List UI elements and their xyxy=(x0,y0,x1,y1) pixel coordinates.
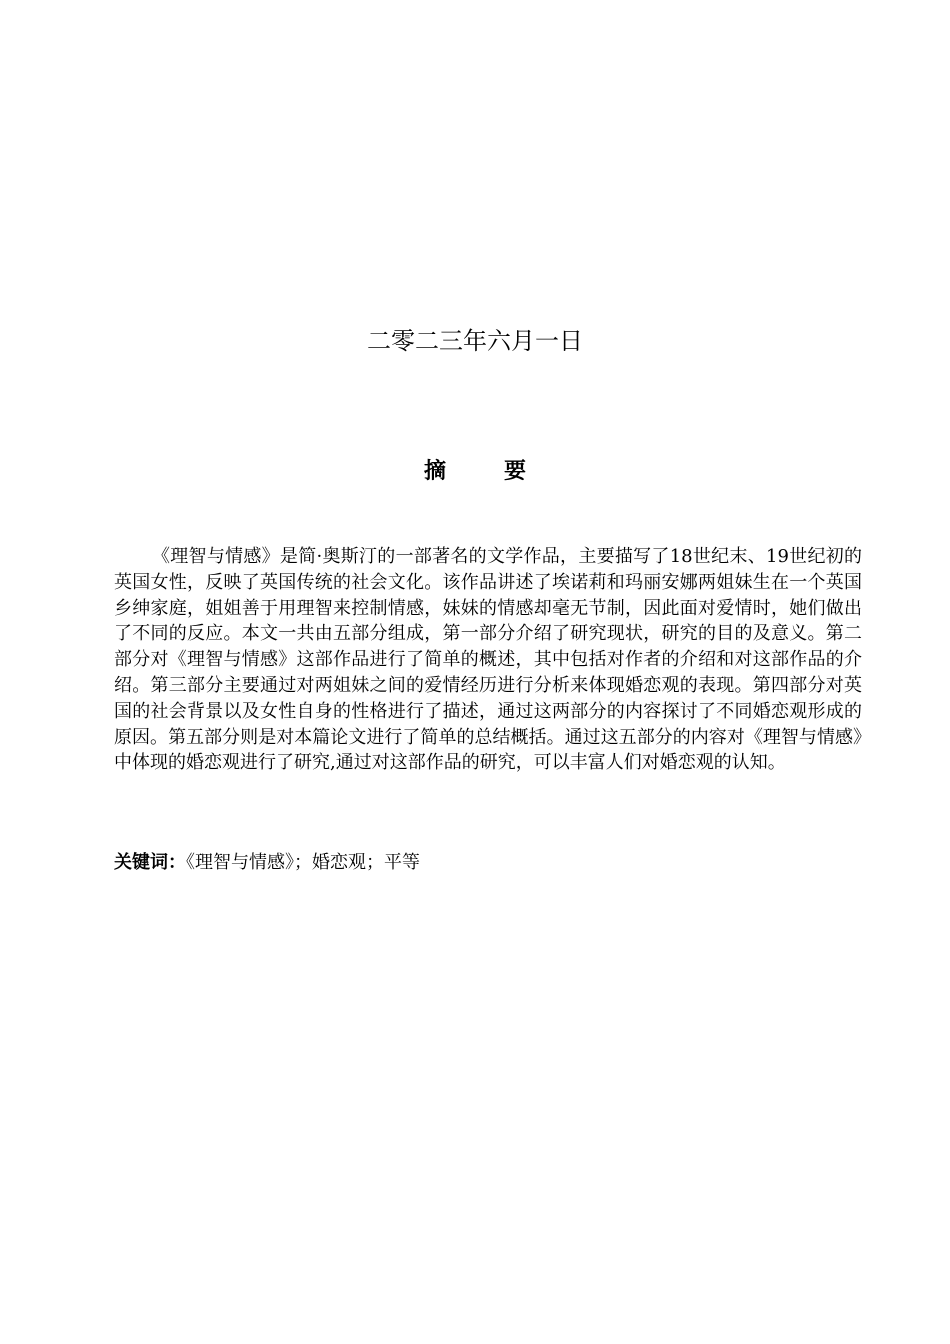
abstract-heading: 摘要 xyxy=(423,459,584,484)
keywords-label: 关键词： xyxy=(114,852,186,873)
keywords-value: 《理智与情感》；婚恋观；平等 xyxy=(186,852,420,873)
abstract-body: 《理智与情感》是简·奥斯汀的一部著名的文学作品，主要描写了18世纪末、19世纪初的英国女性，反映了英国传统的社会文化。该作品讲述了埃诺莉和玛丽安娜两姐妹生在一个英国乡绅家庭，姐姐善于用理智来控制情感，妹妹的情感却毫无节制，因此面对爱情时，她们做出了不同的反应。本文一共由五部分组成，第一部分介绍了研究现状，研究的目的及意义。第二部分对《理智与情感》这部作品进行了简单的概述，其中包括对作者的介绍和对这部作品的介绍。第三部分主要通过对两姐妹之间的爱情经历进行分析来体现婚恋观的表现。第四部分对英国的社会背景以及女性自身的性格进行了描述，通过这两部分的内容探讨了不同婚恋观形成的原因。第五部分则是对本篇论文进行了简单的总结概括。通过这五部分的内容对《理智与情感》中体现的婚恋观进行了研究,通过对这部作品的研究，可以丰富人们对婚恋观的认知。 xyxy=(114,546,862,774)
keywords-line xyxy=(114,850,862,876)
document-date: 二零二三年六月一日 xyxy=(367,327,583,355)
